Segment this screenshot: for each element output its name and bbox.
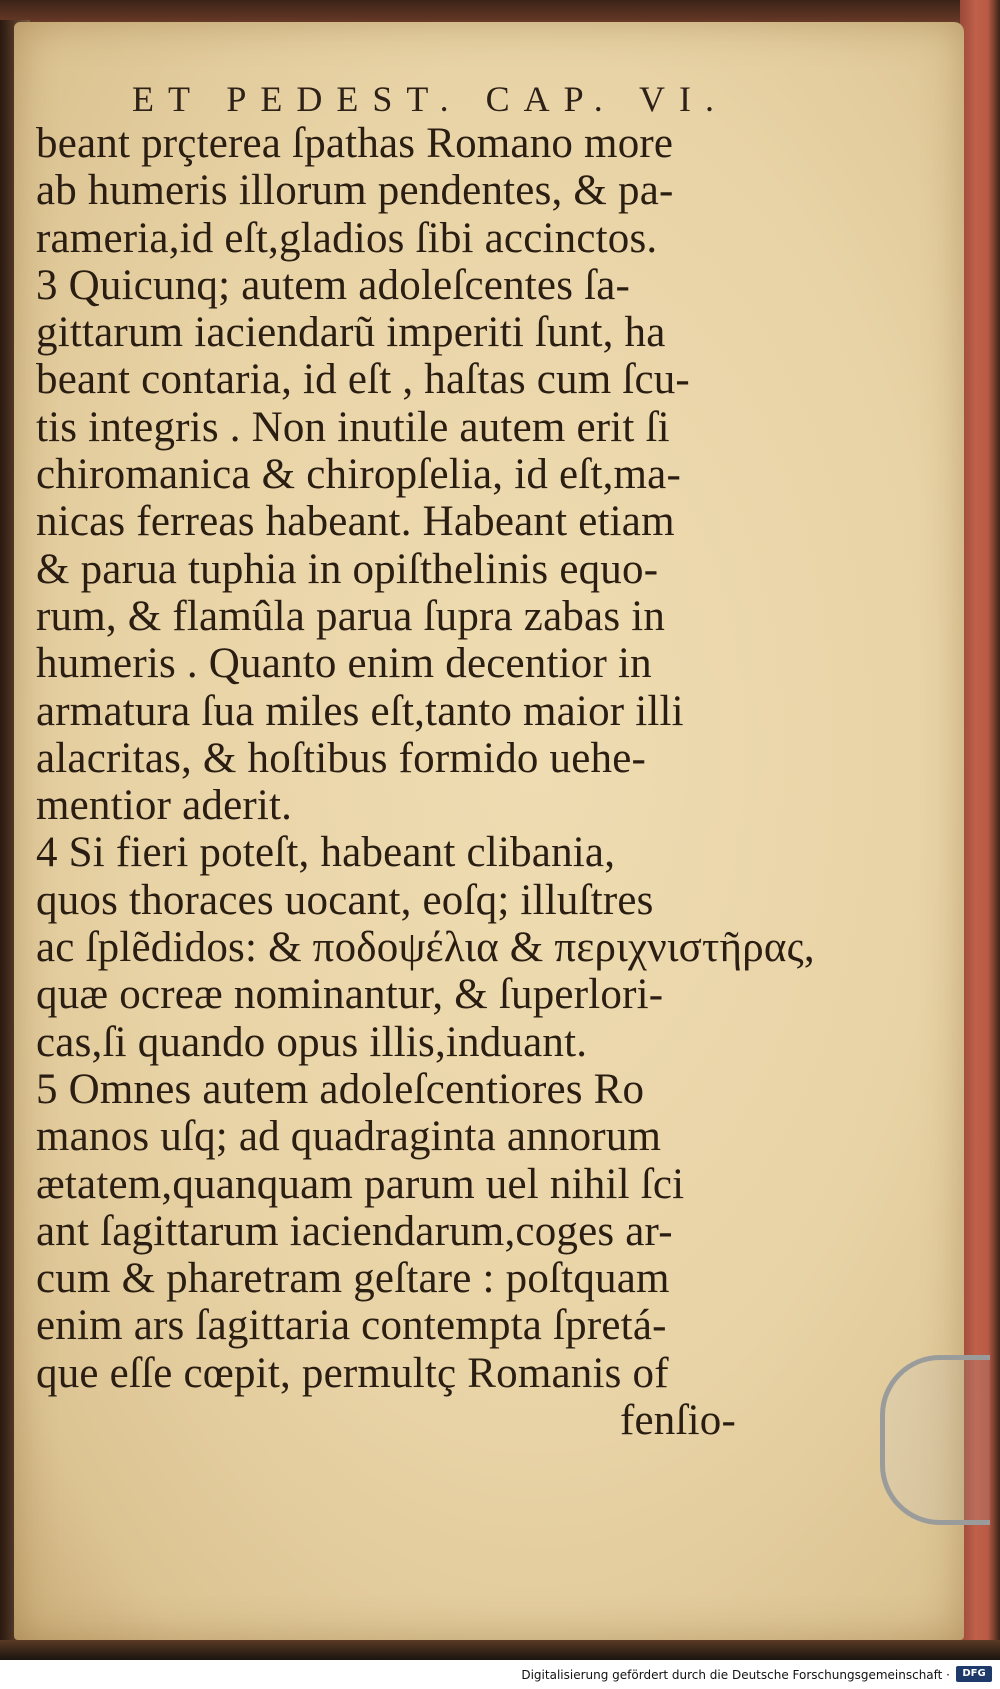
text-line: nicas ferreas habeant. Habeant etiam bbox=[36, 498, 675, 546]
dfg-logo: DFG bbox=[956, 1666, 992, 1682]
text-line: enim ars ſagittaria contempta ſpretá- bbox=[36, 1302, 667, 1350]
text-line: quos thoraces uocant, eoſq; illuſtres bbox=[36, 876, 654, 924]
text-line: cum & pharetram geſtare : poſtquam bbox=[36, 1255, 670, 1303]
text-line: tis integris . Non inutile autem erit ſi bbox=[36, 403, 670, 451]
text-line: beant prçterea ſpathas Romano more bbox=[36, 120, 674, 167]
text-line: 5 Omnes autem adoleſcentiores Ro bbox=[36, 1065, 645, 1113]
page-body-text bbox=[36, 120, 815, 1445]
text-line: 3 Quicunq; autem adoleſcentes ſa- bbox=[36, 261, 631, 309]
text-line: ætatem,quanquam parum uel nihil ſci bbox=[36, 1160, 685, 1208]
text-line: alacritas, & hoſtibus formido uehe- bbox=[36, 734, 647, 782]
text-line: ac ſplẽdidos: & ποδοψέλια & περιχνιστῆρας, bbox=[36, 924, 815, 972]
text-line: gittarum iaciendarũ imperiti ſunt, ha bbox=[36, 309, 666, 357]
text-line: que eſſe cœpit, permultç Romanis of bbox=[36, 1349, 669, 1397]
text-line: beant contaria, id eſt , haſtas cum ſcu- bbox=[36, 356, 690, 404]
text-line: & parua tuphia in opiſthelinis equo- bbox=[36, 545, 659, 593]
text-line: humeris . Quanto enim decentior in bbox=[36, 640, 652, 688]
text-line: armatura ſua miles eſt,tanto maior illi bbox=[36, 687, 684, 735]
running-head: ET PEDEST. CAP. VI. bbox=[132, 79, 729, 119]
text-line: rameria,id eſt,gladios ſibi accinctos. bbox=[36, 214, 658, 262]
text-line: rum, & flamûla parua ſupra zabas in bbox=[36, 592, 666, 640]
text-line: mentior aderit. bbox=[36, 782, 293, 830]
page-clip bbox=[880, 1355, 990, 1525]
text-line: 4 Si fieri poteſt, habeant clibania, bbox=[36, 829, 616, 877]
text-line: manos uſq; ad quadraginta annorum bbox=[36, 1113, 662, 1161]
text-line: cas,ſi quando opus illis,induant. bbox=[36, 1018, 588, 1066]
text-line: quæ ocreæ nominantur, & ſuperlori- bbox=[36, 971, 664, 1019]
text-line: ant ſagittarum iaciendarum,coges ar- bbox=[36, 1207, 673, 1255]
funding-credit: Digitalisierung gefördert durch die Deutsche Forschungsgemeinschaft · bbox=[521, 1668, 950, 1682]
text-line: ab humeris illorum pendentes, & pa- bbox=[36, 167, 674, 215]
book-edge-bottom bbox=[0, 1640, 1000, 1660]
text-line: chiromanica & chiropſelia, id eſt,ma- bbox=[36, 451, 681, 499]
catchword: fenſio- bbox=[619, 1397, 736, 1445]
